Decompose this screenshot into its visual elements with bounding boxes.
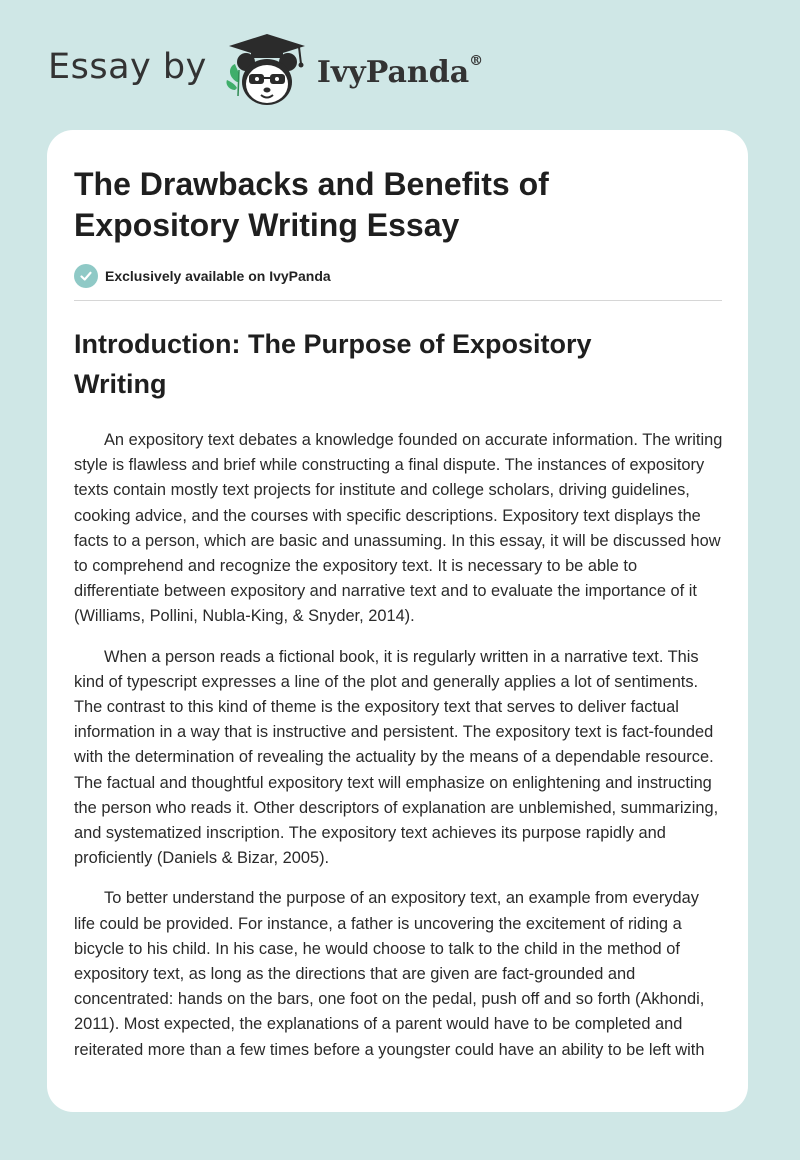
site-header <box>48 30 483 110</box>
essay-card <box>47 130 748 1112</box>
exclusive-label: Exclusively available on IvyPanda <box>105 268 331 284</box>
brand-logo-text[interactable] <box>316 52 484 90</box>
check-icon <box>74 264 98 288</box>
paragraph-3: To better understand the purpose of an expository text, an example from everyday life could be provided. For instance, a father is uncovering the excitement of riding a bicycle to his child. In his case, he would choose to talk to the child in the method of expository text, as long as the directions that are given are fact-grounded and concentrated: hands on the bars, one foot on the pedal, push off and so forth (Akhondi, 2011). Most expected, the explanations of a parent would have to be completed and reiterated more than a few times before a youngster could have an ability to be left with <box>74 889 705 1059</box>
registered-mark: ® <box>469 52 484 69</box>
essay-by-label: Essay by <box>48 47 207 87</box>
panda-graduate-icon[interactable] <box>221 30 313 110</box>
essay-title: The Drawbacks and Benefits of Expository Writing Essay <box>74 166 549 243</box>
divider <box>74 300 722 301</box>
section-heading: Introduction: The Purpose of Expository Writing <box>74 329 592 399</box>
paragraph-1: An expository text debates a knowledge founded on accurate information. The writing style is flawless and brief while constructing a final dispute. The instances of expository texts contain mostly text projects for institute and college scholars, driving guidelines, cooking advice, and the courses with specific descriptions. Expository text displays the facts to a person, which are basic and unassuming. In this essay, it will be discussed how to comprehend and recognize the expository text. It is necessary to be able to differentiate between expository and narrative text and to evaluate the importance of it (Williams, Pollini, Nubla-King, & Snyder, 2014). <box>74 431 723 626</box>
paragraph-2: When a person reads a fictional book, it is regularly written in a narrative text. This kind of typescript expresses a line of the plot and generally applies a lot of sentiments. The contrast to this kind of theme is the expository text that serves to deliver factual information in a way that is instructive and persistent. The expository text is fact-founded with the determination of revealing the actuality by the means of a dependable resource. The factual and thoughtful expository text will emphasize on enlightening and instructing the person who reads it. Other descriptors of explanation are unblemished, summarizing, and systematized inscription. The expository text achieves its purpose rapidly and proficiently (Daniels & Bizar, 2005). <box>74 647 719 868</box>
brand-name: IvyPanda <box>316 54 470 90</box>
exclusive-badge <box>74 263 721 289</box>
